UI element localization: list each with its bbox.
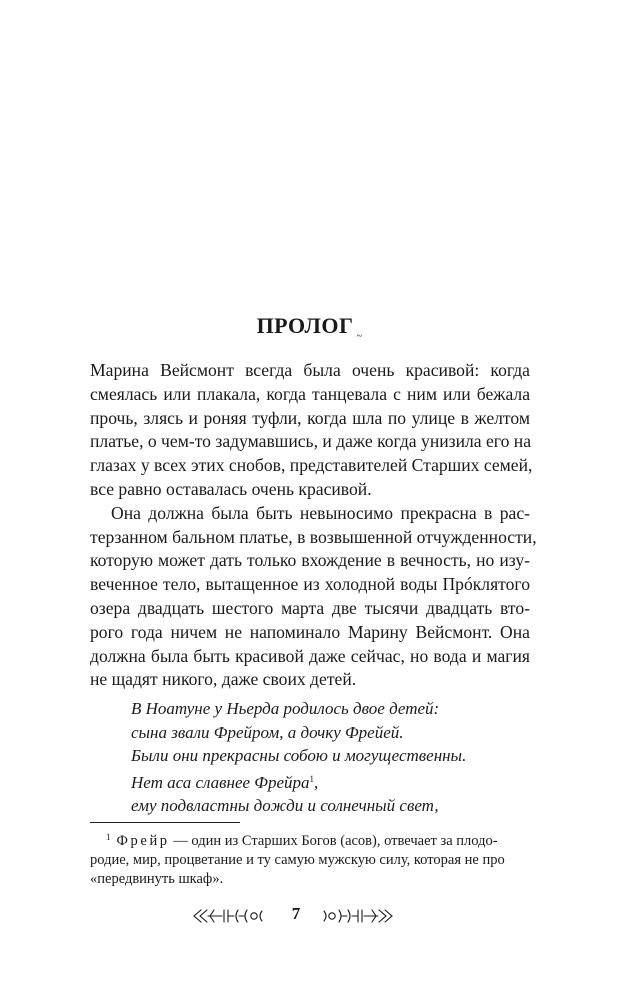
chapter-title-text: ПРОЛОГ (256, 313, 354, 338)
text-line: не щадят никого, даже своих детей. (90, 669, 357, 690)
text-line: должна была быть красивой даже сейчас, но вода и магия (90, 645, 530, 666)
rune-ornament-icon (192, 908, 272, 924)
text-line: смеялась или плакала, когда танцевала с ним или бежала (90, 383, 530, 404)
paragraph-1 (90, 359, 533, 502)
title-mark: ~ (356, 331, 363, 342)
footnote-marker: 1 (106, 832, 111, 842)
verse-line (131, 768, 511, 795)
text-line: Она должна была быть невыносимо прекрасна в рас- (111, 502, 530, 523)
verse-line: ему подвластны дожди и солнечный свет, (131, 796, 439, 816)
text-line: платье, о чем-то задумавшись, и даже когда унизила его на (90, 431, 532, 452)
text-line: терзанном бальном платье, в возвышенной отчужденности, (90, 526, 537, 547)
verse-line-text: Нет аса славнее Фрейра (131, 772, 310, 792)
footnote-reference[interactable]: 1 (309, 773, 315, 784)
footnote-line: родие, мир, процветание и ту самую мужскую силу, которая не про (90, 852, 505, 869)
footnote-text: — один из Старших Богов (асов), отвечает за плодо- (169, 833, 498, 849)
text-line: прочь, злясь и роняя туфли, когда шла по улице в желтом (90, 407, 530, 428)
footnote-divider (90, 822, 240, 823)
text-line: которую может дать только вхождение в вечность, но изу- (90, 550, 530, 571)
paragraph-2 (90, 502, 537, 692)
body-text (90, 359, 537, 692)
chapter-title (0, 313, 619, 342)
footnote (90, 828, 530, 890)
text-line: все равно оставалась очень красивой. (90, 478, 372, 499)
verse-quote (131, 697, 511, 818)
text-line: рого года ничем не напоминало Марину Вейсмонт. Она (90, 621, 530, 642)
footnote-term: Фрейр (116, 833, 170, 849)
page-number: 7 (291, 904, 301, 923)
verse-line: сына звали Фрейром, а дочку Фрейей. (131, 722, 404, 742)
rune-ornament-icon (314, 908, 394, 924)
verse-line-punct: , (314, 772, 319, 792)
verse-line: Были они прекрасны собою и могущественны. (131, 746, 467, 766)
text-line: веченное тело, вытащенное из холодной воды Прóклятого (90, 574, 530, 595)
footnote-line: «передвинуть шкаф». (90, 871, 224, 888)
text-line: Марина Вейсмонт всегда была очень красивой: когда (90, 360, 530, 380)
verse-line: В Ноатуне у Ньерда родилось двое детей: (131, 699, 440, 718)
page-footer (0, 902, 619, 932)
text-line: озера двадцать шестого марта две тысячи двадцать вто- (90, 597, 530, 618)
footnote-line (90, 828, 530, 851)
text-line: глазах у всех этих снобов, представителей Старших семей, (90, 455, 533, 476)
